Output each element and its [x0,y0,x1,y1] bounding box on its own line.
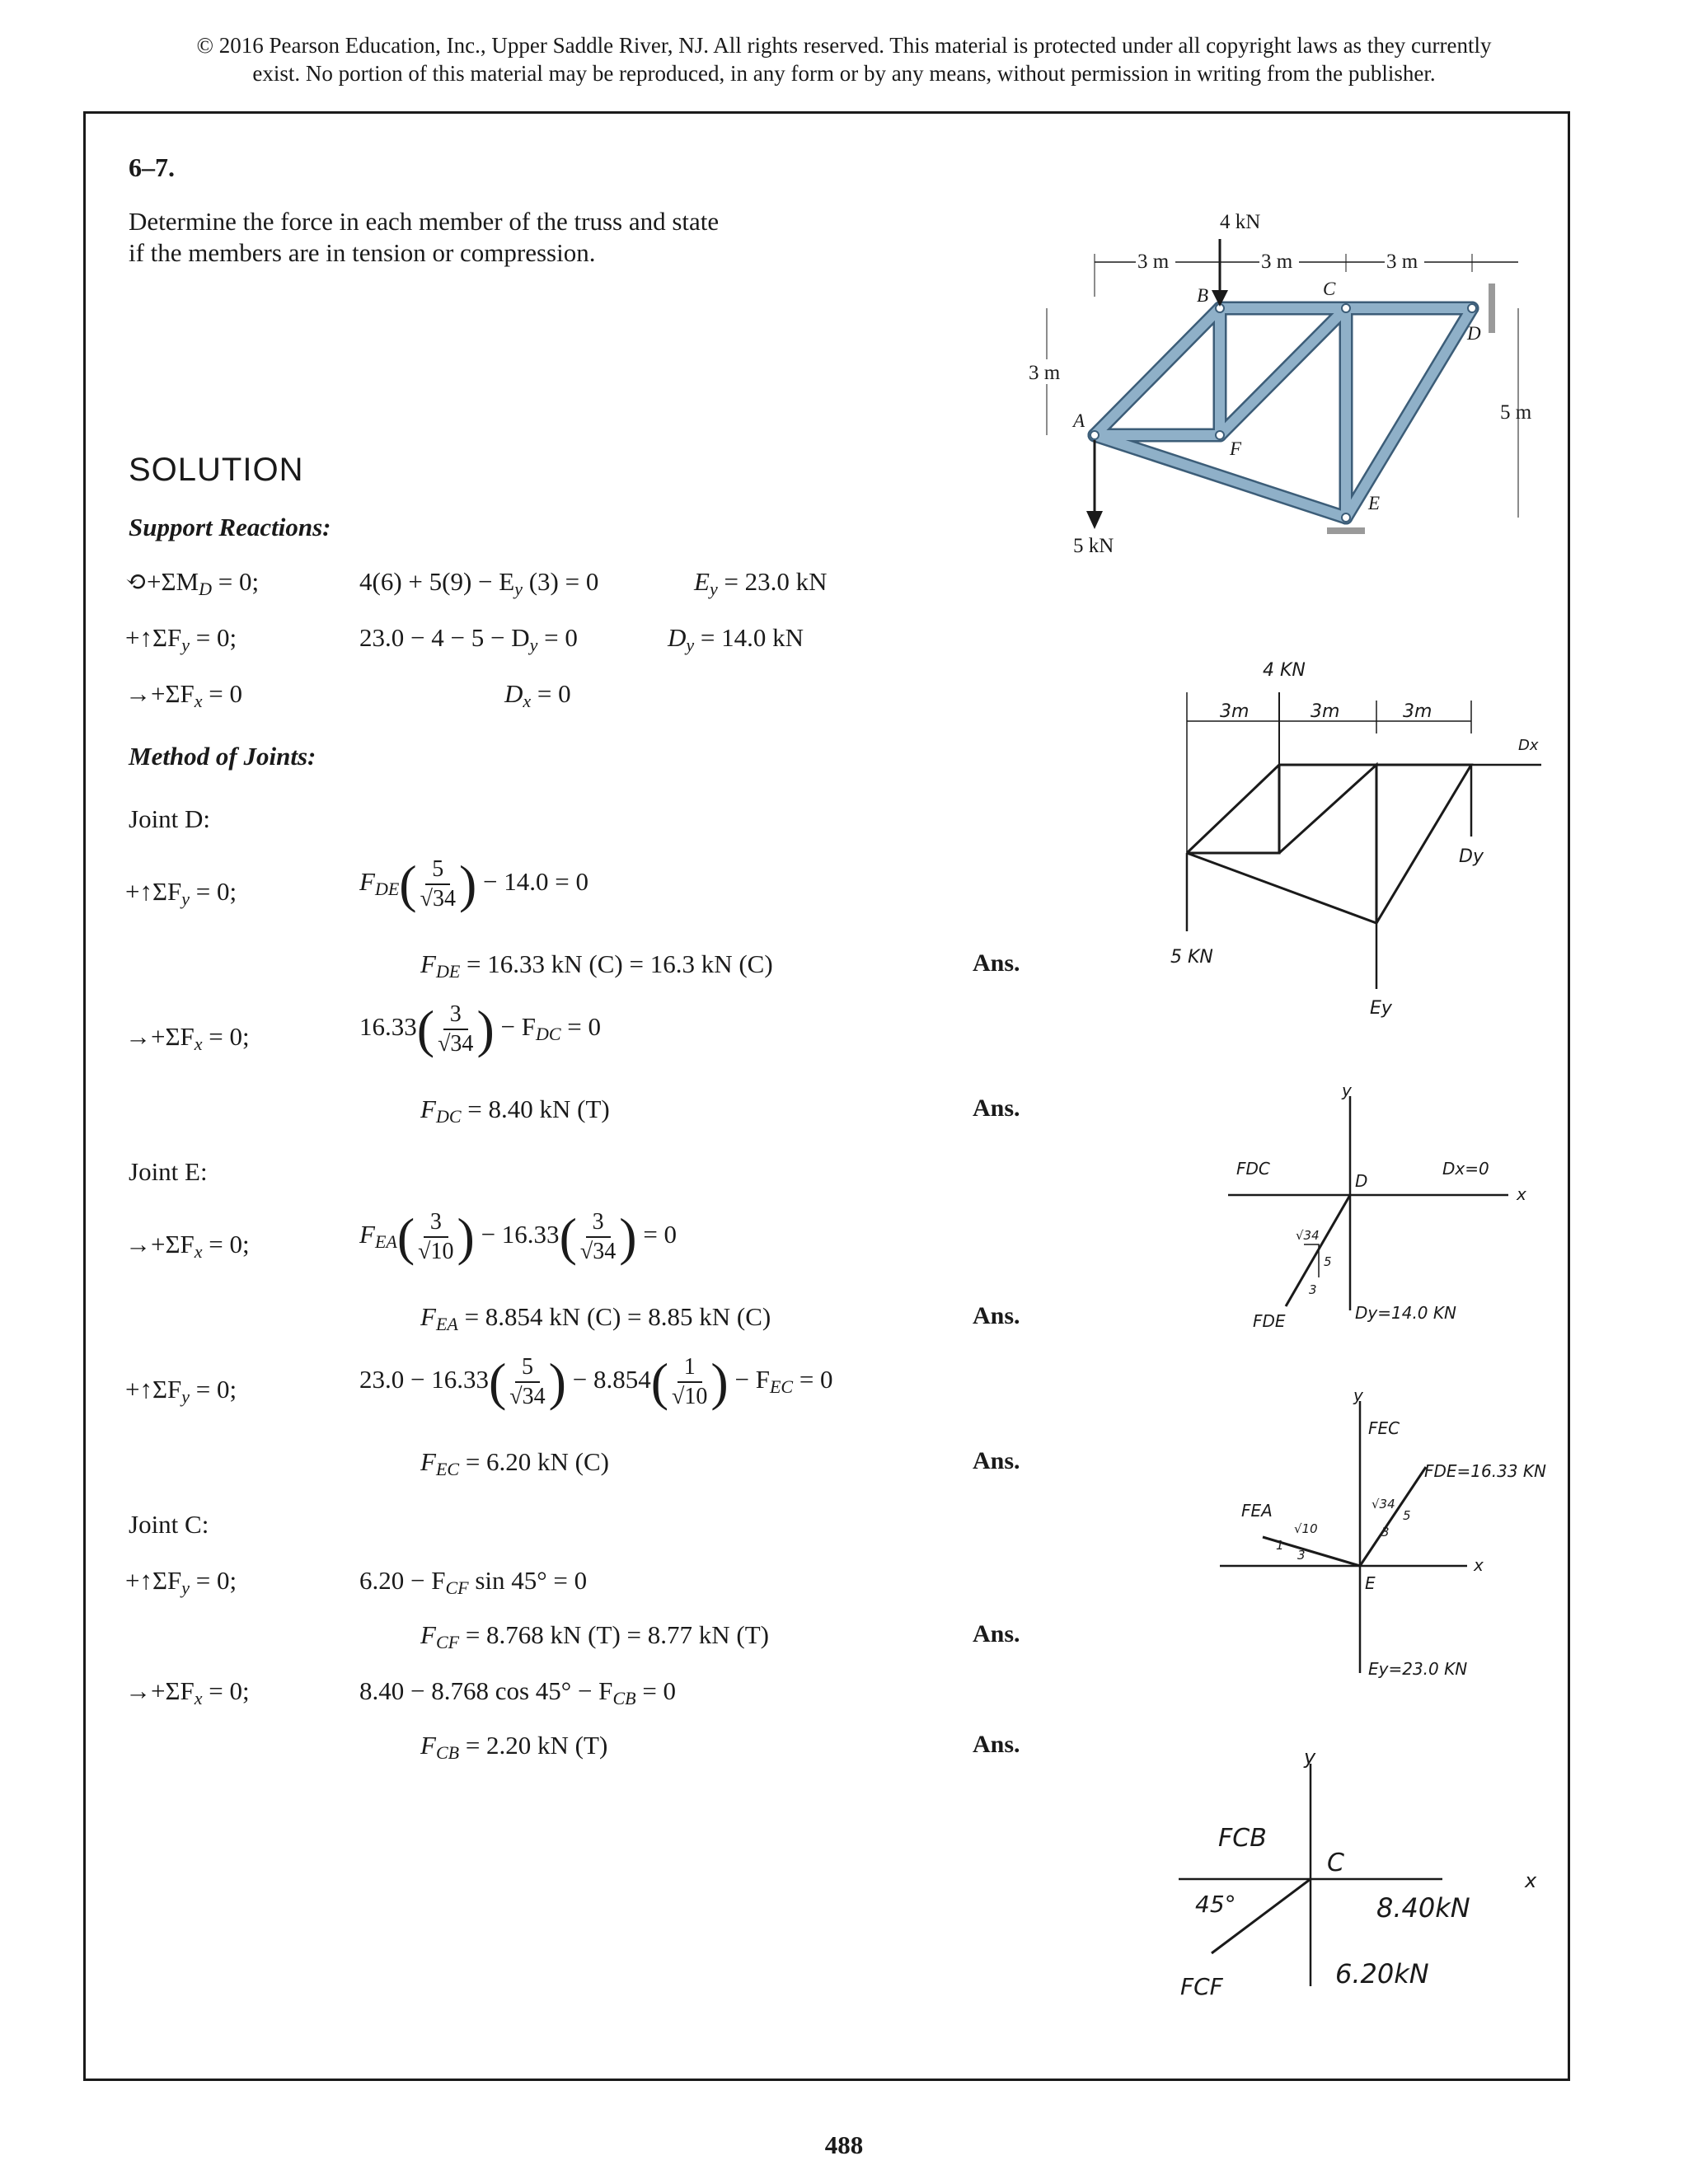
sketch-ey: Ey [1370,998,1392,1019]
slope-label: √34 [1372,1497,1395,1511]
member-fill [1220,308,1346,435]
fraction [420,855,456,913]
joint-c-sketch [1162,1739,1558,2019]
answer-label: Ans. [973,1731,1020,1758]
truss-figure [1014,198,1541,569]
label-text: +↑ΣF [125,877,182,906]
eq-mid: − 8.854 [565,1365,651,1394]
free-body-diagram-sketch [1146,651,1558,1038]
paren-open: ( [488,1352,507,1411]
slope-label: 3 [1297,1548,1306,1563]
res-sub: CF [435,1632,460,1652]
eq-sub: x [523,691,532,711]
node-label-e: E [1368,493,1381,513]
eq-tail: (3) = 0 [522,567,599,596]
fde-arrow [1286,1195,1350,1306]
fcf-label: FCF [1180,1973,1223,2000]
numerator: 5 [425,855,450,885]
node-label-d: D [1467,323,1481,344]
slope-label: 5 [1403,1508,1411,1523]
load-a-label: 5 kN [1073,535,1114,557]
joint-c-fx-label [125,1676,250,1709]
res-tail: = 16.33 kN (C) = 16.3 kN (C) [460,949,773,978]
dx-equation [504,679,571,712]
fraction [438,1001,473,1058]
sketch-dim: 3m [1220,701,1250,722]
truss-members [1095,308,1472,518]
eq-tail: sin 45° = 0 [468,1566,588,1595]
eq-tail: = 0 [560,1012,602,1042]
label-sub: y [181,1577,190,1598]
eq-tail: − 14.0 = 0 [476,867,588,897]
numerator: 3 [443,1001,468,1030]
support-reactions-heading: Support Reactions: [129,513,331,541]
coefficient: 23.0 − 16.33 [359,1365,489,1394]
sketch-truss-inner [1279,765,1376,923]
res-sub: EC [435,1459,460,1479]
answer-label: Ans. [973,1302,1020,1329]
ey-result [694,567,828,600]
moment-equation [359,567,598,600]
page-number: 488 [824,2130,864,2159]
fy-equation [359,623,578,656]
dy-result [668,623,804,656]
eq-sub: y [529,635,538,655]
res-tail: = 6.20 kN (C) [459,1447,610,1476]
res-sub: y [686,635,695,655]
slope-label: 3 [1381,1525,1390,1540]
node-label-b: B [1197,285,1209,306]
label-text: →+ΣF [125,679,195,708]
copyright-line-1: © 2016 Pearson Education, Inc., Upper Saddle River, NJ. All rights reserved. This material is protected under all copyright laws as they currently [196,33,1492,58]
angle-label: 45° [1195,1891,1236,1918]
res-sub: CB [435,1742,460,1763]
joint-e-fx-label [125,1230,250,1263]
problem-number: 6–7. [129,152,175,182]
dx-zero-label: Dx=0 [1442,1159,1489,1179]
node-c-label: C [1327,1849,1344,1877]
sketch-dx: Dx [1518,737,1539,754]
fcb-result [420,1731,607,1764]
fcf-result [420,1620,769,1653]
sketch-load-label: 4 KN [1263,660,1306,681]
node-d-label: D [1355,1171,1368,1191]
joint-e-fx-equation [359,1207,677,1268]
res-text: F [420,1447,436,1476]
res-text: E [694,567,710,596]
eq-mid-2: − F [728,1365,770,1394]
eq-tail: = 0 [793,1365,833,1394]
res-text: F [420,1731,436,1760]
y-axis-label: y [1353,1385,1363,1405]
arrowhead [1086,511,1103,529]
label-tail: = 0; [202,1230,250,1258]
paren-close: ) [476,1000,495,1058]
member-fill [1095,308,1220,435]
joint-e-fy-label [125,1375,237,1408]
node-label-a: A [1073,410,1085,431]
force-sub: DE [374,879,400,900]
label-text: +↑ΣF [125,1566,182,1595]
label-text: →+ΣF [125,1022,195,1051]
joint-d-fx-label [125,1022,250,1055]
numerator: 3 [586,1208,611,1238]
joint-e-fy-equation [359,1352,833,1413]
res-sub: y [709,579,718,599]
denominator: √34 [420,886,456,912]
paren-close: ) [710,1352,729,1411]
res-text: F [420,1620,436,1649]
eq-tail: = 0 [531,679,571,708]
eq-sub: CB [612,1688,636,1708]
fcb-label: FCB [1218,1824,1267,1853]
fdc-result [420,1094,610,1127]
res-tail: = 8.768 kN (T) = 8.77 kN (T) [459,1620,769,1649]
statement-line-1: Determine the force in each member of the truss and state [129,207,720,236]
numerator: 1 [678,1353,702,1383]
joint-c-heading: Joint C: [129,1510,209,1539]
joint-d-heading: Joint D: [129,804,211,833]
fraction-2 [580,1208,616,1266]
statement-line-2: if the members are in tension or compression. [129,238,596,267]
label-sub: y [181,1386,190,1407]
x-axis-label: x [1517,1184,1526,1204]
eq-mid-2-sub: EC [769,1376,794,1398]
member-fill [1095,435,1346,518]
fec-result [420,1447,609,1480]
roller-support-e [1327,527,1365,534]
eq-tail: = 0 [636,1220,678,1249]
res-tail: = 8.40 kN (T) [461,1094,610,1123]
joint-c-fy-label [125,1566,237,1599]
label-text: →+ΣF [125,1230,195,1258]
label-tail: = 0; [202,1676,250,1705]
paren-open: ( [650,1352,669,1411]
joint-d-sketch [1203,1071,1550,1343]
y-axis-label: y [1304,1746,1316,1769]
joint-c-fx-equation [359,1676,676,1709]
node-label-f: F [1230,438,1242,459]
sketch-dim: 3m [1311,701,1340,722]
dimension-label: 3 m [1261,251,1293,273]
res-text: F [420,1094,436,1123]
force-value-label: 8.40kN [1376,1892,1470,1924]
eq-text: 8.40 − 8.768 cos 45° − F [359,1676,613,1705]
node-label-c: C [1323,279,1336,299]
eq-tail: = 0 [537,623,578,652]
fde-arrow [1360,1467,1426,1566]
label-sub: y [181,635,190,655]
eq-text: 23.0 − 4 − 5 − D [359,623,530,652]
label-sub: x [194,1033,203,1054]
label-tail: = 0; [190,623,237,652]
force-value-label: 6.20kN [1335,1958,1429,1990]
label-text: →+ΣF [125,1676,195,1705]
joint-e-heading: Joint E: [129,1157,208,1186]
eq-text: 6.20 − F [359,1566,446,1595]
res-sub: DE [435,961,461,982]
pin-a [1090,431,1099,439]
res-tail: = 2.20 kN (T) [459,1731,608,1760]
paren-open: ( [559,1207,577,1266]
fx-equation-label [125,679,242,712]
joint-d-fx-equation [359,999,601,1060]
label-text: +↑ΣF [125,623,182,652]
denominator: √34 [579,1239,617,1264]
problem-statement [129,206,804,269]
sketch-5kn: 5 KN [1170,947,1213,968]
denominator: √10 [418,1239,454,1264]
x-axis-label: x [1525,1869,1537,1892]
moment-equation-label [125,567,259,600]
eq-sub: y [514,579,523,599]
sketch-dim: 3m [1403,701,1432,722]
eq-text: D [504,679,523,708]
force-symbol: F [359,1220,375,1249]
label-tail: = 0; [190,877,237,906]
slope-label: 5 [1324,1254,1332,1269]
answer-label: Ans. [973,1447,1020,1474]
res-text: F [420,1302,436,1331]
fea-label: FEA [1241,1501,1273,1521]
slope-label: 3 [1309,1282,1317,1297]
paren-open: ( [416,1000,435,1058]
fdc-label: FDC [1236,1159,1270,1179]
dy-label: Dy=14.0 KN [1355,1303,1456,1323]
answer-label: Ans. [973,1620,1020,1647]
label-sub: x [194,691,203,711]
label-tail: = 0; [190,1375,237,1404]
fde-result [420,949,773,982]
label-tail: = 0; [190,1566,237,1595]
slope-label: 1 [1276,1538,1284,1553]
res-sub: DC [435,1106,462,1127]
ey-label: Ey=23.0 KN [1368,1659,1468,1679]
fraction-1 [418,1208,453,1266]
joint-c-fy-equation [359,1566,587,1599]
label-text: +↑ΣF [125,1375,182,1404]
node-e-label: E [1365,1573,1376,1593]
label-tail: = 0; [202,1022,250,1051]
label-tail: = 0; [211,567,260,596]
denominator: √34 [509,1384,546,1409]
eq-mid: − 16.33 [474,1220,560,1249]
answer-label: Ans. [973,949,1020,977]
dimension-label: 3 m [1137,251,1170,273]
pin-e [1342,513,1350,522]
fec-label: FEC [1368,1418,1400,1438]
sketch-truss-outline [1187,765,1471,923]
coefficient: 16.33 [359,1012,417,1042]
paren-open: ( [399,855,417,913]
joint-e-sketch [1212,1385,1558,1698]
copyright-notice [0,31,1688,87]
joint-d-fy-equation [359,854,588,915]
denominator: √34 [438,1031,474,1057]
pins [1090,304,1476,522]
denominator: √10 [672,1384,708,1409]
res-tail: = 14.0 kN [694,623,804,652]
x-axis-label: x [1474,1555,1484,1575]
slope-label: √34 [1296,1228,1320,1243]
member-fill [1346,308,1472,518]
load-b-label: 4 kN [1220,211,1261,233]
fraction-1 [509,1353,545,1411]
pin-f [1216,431,1224,439]
copyright-line-2: exist. No portion of this material may be reproduced, in any form or by any means, without permission in writing from the publisher. [252,61,1436,86]
fy-equation-label [125,623,237,656]
label-text: ⟲+ΣM [125,567,199,596]
fraction-2 [672,1353,707,1411]
res-text: D [668,623,687,652]
joint-d-fy-label [125,877,237,910]
dimension-label: 3 m [1029,362,1061,384]
eq-sub: CF [445,1577,469,1598]
method-of-joints-heading: Method of Joints: [129,742,316,771]
force-sub: EA [374,1231,397,1253]
fde-label: FDE=16.33 KN [1424,1461,1546,1481]
label-sub: D [199,579,212,599]
solution-title: SOLUTION [129,452,304,488]
eq-mid: − F [494,1012,536,1042]
res-text: F [420,949,436,978]
slope-label: √10 [1294,1521,1318,1536]
fea-result [420,1302,771,1335]
label-sub: y [181,888,190,909]
eq-mid-sub: DC [535,1024,561,1045]
res-sub: EA [435,1314,458,1334]
pin-c [1342,304,1350,312]
label-sub: x [194,1241,203,1262]
eq-tail: = 0 [635,1676,677,1705]
force-symbol: F [359,867,375,897]
eq-text: 4(6) + 5(9) − E [359,567,515,596]
paren-close: ) [457,1207,475,1266]
answer-label: Ans. [973,1094,1020,1122]
label-sub: x [194,1688,203,1708]
y-axis-label: y [1342,1080,1352,1100]
sketch-dy: Dy [1459,846,1484,867]
dimension-label: 5 m [1500,401,1532,424]
numerator: 5 [515,1353,540,1383]
res-tail: = 23.0 kN [717,567,828,596]
pin-d [1468,304,1476,312]
numerator: 3 [424,1208,448,1238]
paren-open: ( [396,1207,415,1266]
paren-close: ) [458,855,477,913]
label-tail: = 0 [202,679,243,708]
paren-close: ) [548,1352,566,1411]
wall-support-d [1489,284,1495,333]
res-tail: = 8.854 kN (C) = 8.85 kN (C) [457,1302,771,1331]
fde-label: FDE [1253,1311,1286,1331]
dimension-label: 3 m [1386,251,1418,273]
paren-close: ) [619,1207,637,1266]
